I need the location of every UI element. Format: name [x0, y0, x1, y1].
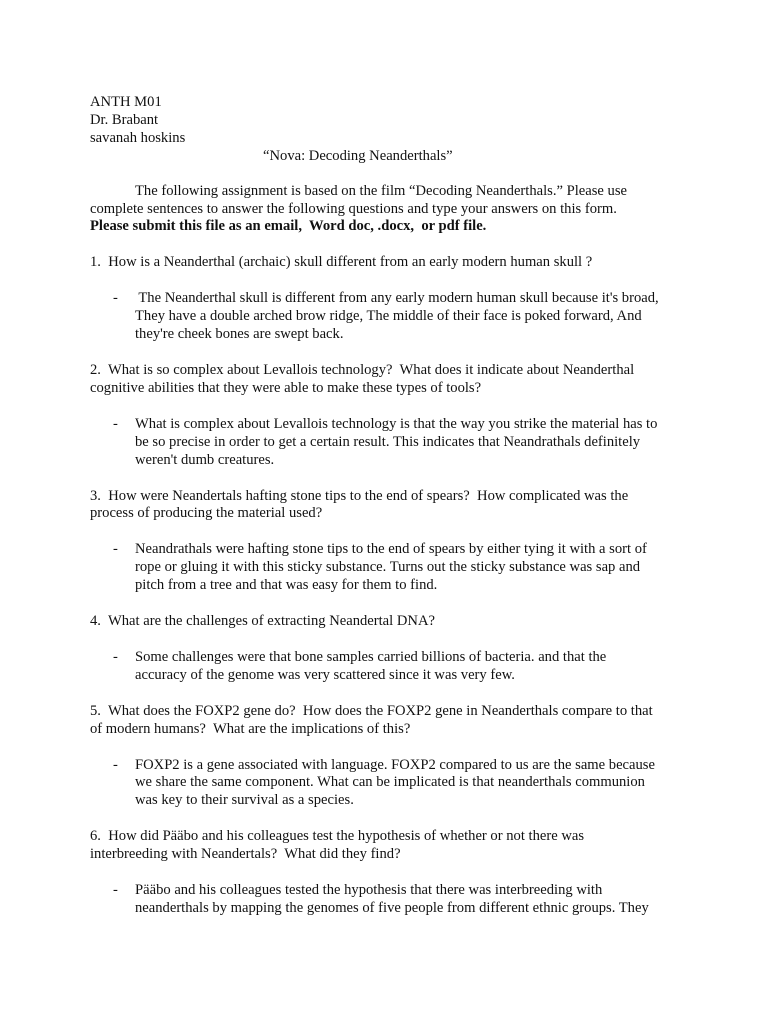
question-list — [90, 254, 690, 918]
answer-text-line: Neandrathals were hafting stone tips to the end of spears by either tying it with a sort of — [135, 541, 647, 558]
answer-text-line: What is complex about Levallois technology is that the way you strike the material has to — [135, 415, 658, 432]
bullet-dash: - — [113, 648, 118, 665]
student-name: savanah hoskins — [90, 129, 186, 146]
bullet-dash: - — [113, 882, 118, 899]
question-text-line: of modern humans? What are the implications of this? — [90, 720, 411, 737]
answer-5 — [90, 757, 690, 811]
answer-text-line: was key to their survival as a species. — [135, 792, 354, 809]
answer-text-line: neanderthals by mapping the genomes of five people from different ethnic groups. They — [135, 900, 649, 916]
bullet-dash: - — [113, 290, 118, 307]
answer-text-line: pitch from a tree and that was easy for them to find. — [135, 577, 438, 594]
answer-4 — [90, 649, 690, 685]
answer-text-line: they're cheek bones are swept back. — [135, 326, 344, 343]
question-text-line: interbreeding with Neandertals? What did they find? — [90, 846, 401, 863]
question-text-line: 1. How is a Neanderthal (archaic) skull different from an early modern human skull ? — [90, 254, 593, 271]
question-text-line: 6. How did Pääbo and his colleagues test the hypothesis of whether or not there was — [90, 828, 585, 845]
answer-text-line: FOXP2 is a gene associated with language. FOXP2 compared to us are the same because — [135, 756, 655, 773]
bullet-dash: - — [113, 756, 118, 773]
instructor-name: Dr. Brabant — [90, 111, 159, 128]
assignment-title: “Nova: Decoding Neanderthals” — [263, 147, 453, 164]
bullet-dash: - — [113, 415, 118, 432]
bullet-dash: - — [113, 541, 118, 558]
question-3 — [90, 488, 690, 524]
question-2 — [90, 362, 690, 398]
instructions — [90, 183, 690, 237]
answer-text-line: Some challenges were that bone samples carried billions of bacteria. and that the — [135, 648, 607, 665]
question-text-line: 3. How were Neandertals hafting stone tips to the end of spears? How complicated was the — [90, 487, 629, 504]
question-4 — [90, 613, 690, 631]
answer-1 — [90, 290, 690, 344]
answer-6 — [90, 882, 690, 918]
question-text-line: process of producing the material used? — [90, 505, 323, 522]
question-text-line: 2. What is so complex about Levallois technology? What does it indicate about Neanderthal — [90, 361, 635, 378]
question-6 — [90, 828, 690, 864]
question-text-line: 5. What does the FOXP2 gene do? How does the FOXP2 gene in Neanderthals compare to that — [90, 702, 653, 719]
course-code: ANTH M01 — [90, 94, 162, 110]
answer-text-line: Pääbo and his colleagues tested the hypothesis that there was interbreeding with — [135, 882, 603, 899]
answer-text-line: rope or gluing it with this sticky substance. Turns out the sticky substance was sap and — [135, 559, 641, 576]
answer-text-line: accuracy of the genome was very scattered since it was very few. — [135, 666, 515, 683]
answer-text-line: we share the same component. What can be implicated is that neanderthals communion — [135, 774, 645, 791]
answer-2 — [90, 416, 690, 470]
submission-instructions: Please submit this file as an email, Word doc, .docx, or pdf file. — [90, 218, 487, 235]
answer-3 — [90, 541, 690, 595]
answer-text-line: The Neanderthal skull is different from any early modern human skull because it's broad, — [135, 290, 659, 307]
document-page — [90, 94, 690, 918]
question-1 — [90, 254, 690, 272]
instructions-line-2: complete sentences to answer the following questions and type your answers on this form. — [90, 200, 617, 217]
answer-text-line: They have a double arched brow ridge, The middle of their face is poked forward, And — [135, 308, 642, 325]
instructions-line-1: The following assignment is based on the film “Decoding Neanderthals.” Please use — [135, 182, 628, 199]
answer-text-line: be so precise in order to get a certain result. This indicates that Neandrathals definitely — [135, 433, 641, 450]
question-text-line: 4. What are the challenges of extracting Neandertal DNA? — [90, 613, 435, 630]
question-5 — [90, 703, 690, 739]
question-text-line: cognitive abilities that they were able to make these types of tools? — [90, 379, 482, 396]
answer-text-line: weren't dumb creatures. — [135, 451, 275, 468]
